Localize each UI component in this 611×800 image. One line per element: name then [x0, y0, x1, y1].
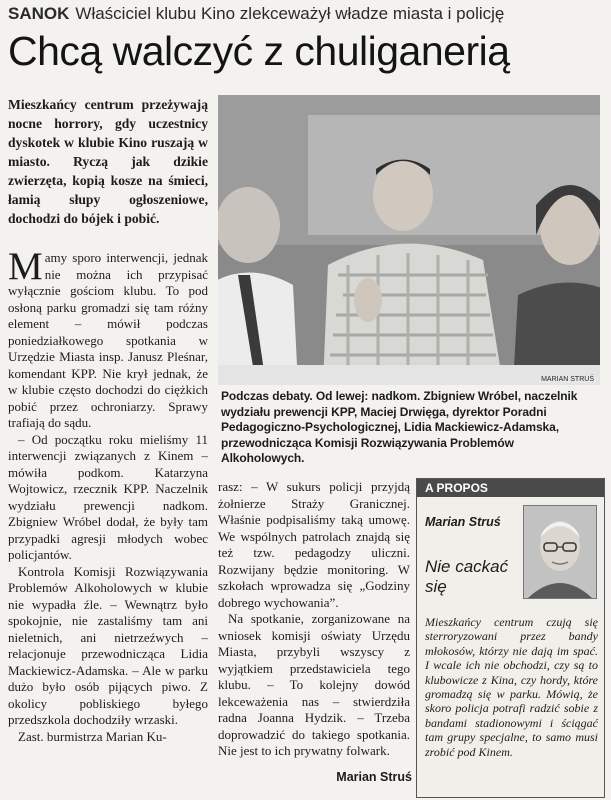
- paragraph: – Od początku roku mieliśmy 11 interwencji związanych z Kinem – mówiła podkom. Katarzyna Wojtowicz, rzecznik KPP. Naczelnik wydziału prewencji nadkom. Zbigniew Wróbel dodał, że były tam przypadki agresji młodych wobec policjantów.: [8, 431, 208, 562]
- article-byline: Marian Struś: [336, 770, 412, 784]
- article-kicker: [8, 4, 608, 24]
- article-headline: Chcą walczyć z chuliganerią: [8, 28, 510, 74]
- debate-photo: [218, 95, 600, 385]
- kicker-text: Właściciel klubu Kino zlekceważył władze miasta i policję: [75, 4, 505, 23]
- sidebar-text: Mieszkańcy centrum czują się sterroryzowani przez bandy młokosów, którzy nie dają im spać. I wcale ich nie obchodzi, czy są to klubowicze z Kina, czy hordy, które gromadzą się w parku. Mówią, że skoro policja potrafi radzić sobie z bandami stadionowymi i ściągać tam grupy specjalne, to samo musi zrobić pod Kinem.: [425, 615, 598, 759]
- section-label: SANOK: [8, 4, 70, 23]
- article-column-1: [8, 245, 208, 745]
- sidebar-author: Marian Struś: [425, 515, 501, 529]
- article-lead: Mieszkańcy centrum przeżywają nocne horrory, gdy uczestnicy dyskotek w klubie Kino ruszają w miasto. Ryczą jak dzikie zwierzęta, kopią kosze na śmieci, łamią słupy ogłoszeniowe, dochodzi do bójek i pobić.: [8, 97, 208, 226]
- paragraph: Zast. burmistrza Marian Ku-: [18, 728, 167, 744]
- sidebar-label: A PROPOS: [417, 479, 604, 497]
- portrait-illustration: [524, 506, 596, 598]
- photo-illustration: [218, 95, 600, 385]
- paragraph: Mamy sporo interwencji, jednak nie można ich przypisać wyłącznie gościom klubu. To pod osłoną parku gromadzi się tam różny element – mówił podczas poniedziałkowego spotkania w Urzędzie Miasta insp. Janusz Pleśnar, komendant KPP. Nie krył jednak, że w klubie często dochodzi do ciężkich pobić przez ochroniarzy. Sprawy trafiają do sądu.: [8, 245, 208, 430]
- paragraph: rasz: – W sukurs policji przyjdą żołnierze Straży Granicznej. Właśnie podpisaliśmy taką umowę. We wspólnych patrolach znajdą się też tzw. pedagodzy uliczni. Rozwijany będzie monitoring. W szkołach wprowadza się „Godziny dobrego wychowania”.: [218, 479, 410, 610]
- sidebar-title: Nie cackać się: [425, 557, 509, 596]
- paragraph: Kontrola Komisji Rozwiązywania Problemów Alkoholowych w klubie nie wypadła źle. – Wewnątrz było spokojnie, nie zastaliśmy tam ani nieletnich, ani nietrzeźwych – relacjonuje przewodnicząca Lidia Mackiewicz-Adamska. – Ale w parku dużo było osób pijących piwo. Z okolicy pobliskiego byłego przedszkola dochodziły wrzaski.: [8, 563, 208, 727]
- paragraph: Na spotkanie, zorganizowane na wniosek komisji oświaty Urzędu Miasta, przybyli wszyscy z wyjątkiem przedstawiciela tego klubu. – To kolejny dowód lekceważenia nas – stwierdziła radna Joanna Hydzik. – Trzeba doprowadzić do takiego spotkania. Nie jest to ich prywatny folwark.: [218, 611, 410, 758]
- author-portrait: [523, 505, 597, 599]
- apropos-sidebar: [416, 478, 605, 798]
- drop-cap: M: [8, 245, 43, 288]
- photo-credit: MARIAN STRUŚ: [541, 376, 594, 383]
- photo-caption: Podczas debaty. Od lewej: nadkom. Zbigniew Wróbel, naczelnik wydziału prewencji KPP, Maciej Drwięga, dyrektor Poradni Pedagogiczno-Psychologicznej, Lidia Mackiewicz-Adamska, przewodnicząca Komisji Rozwiązywania Problemów Alkoholowych.: [221, 389, 578, 465]
- article-column-2: [218, 479, 410, 760]
